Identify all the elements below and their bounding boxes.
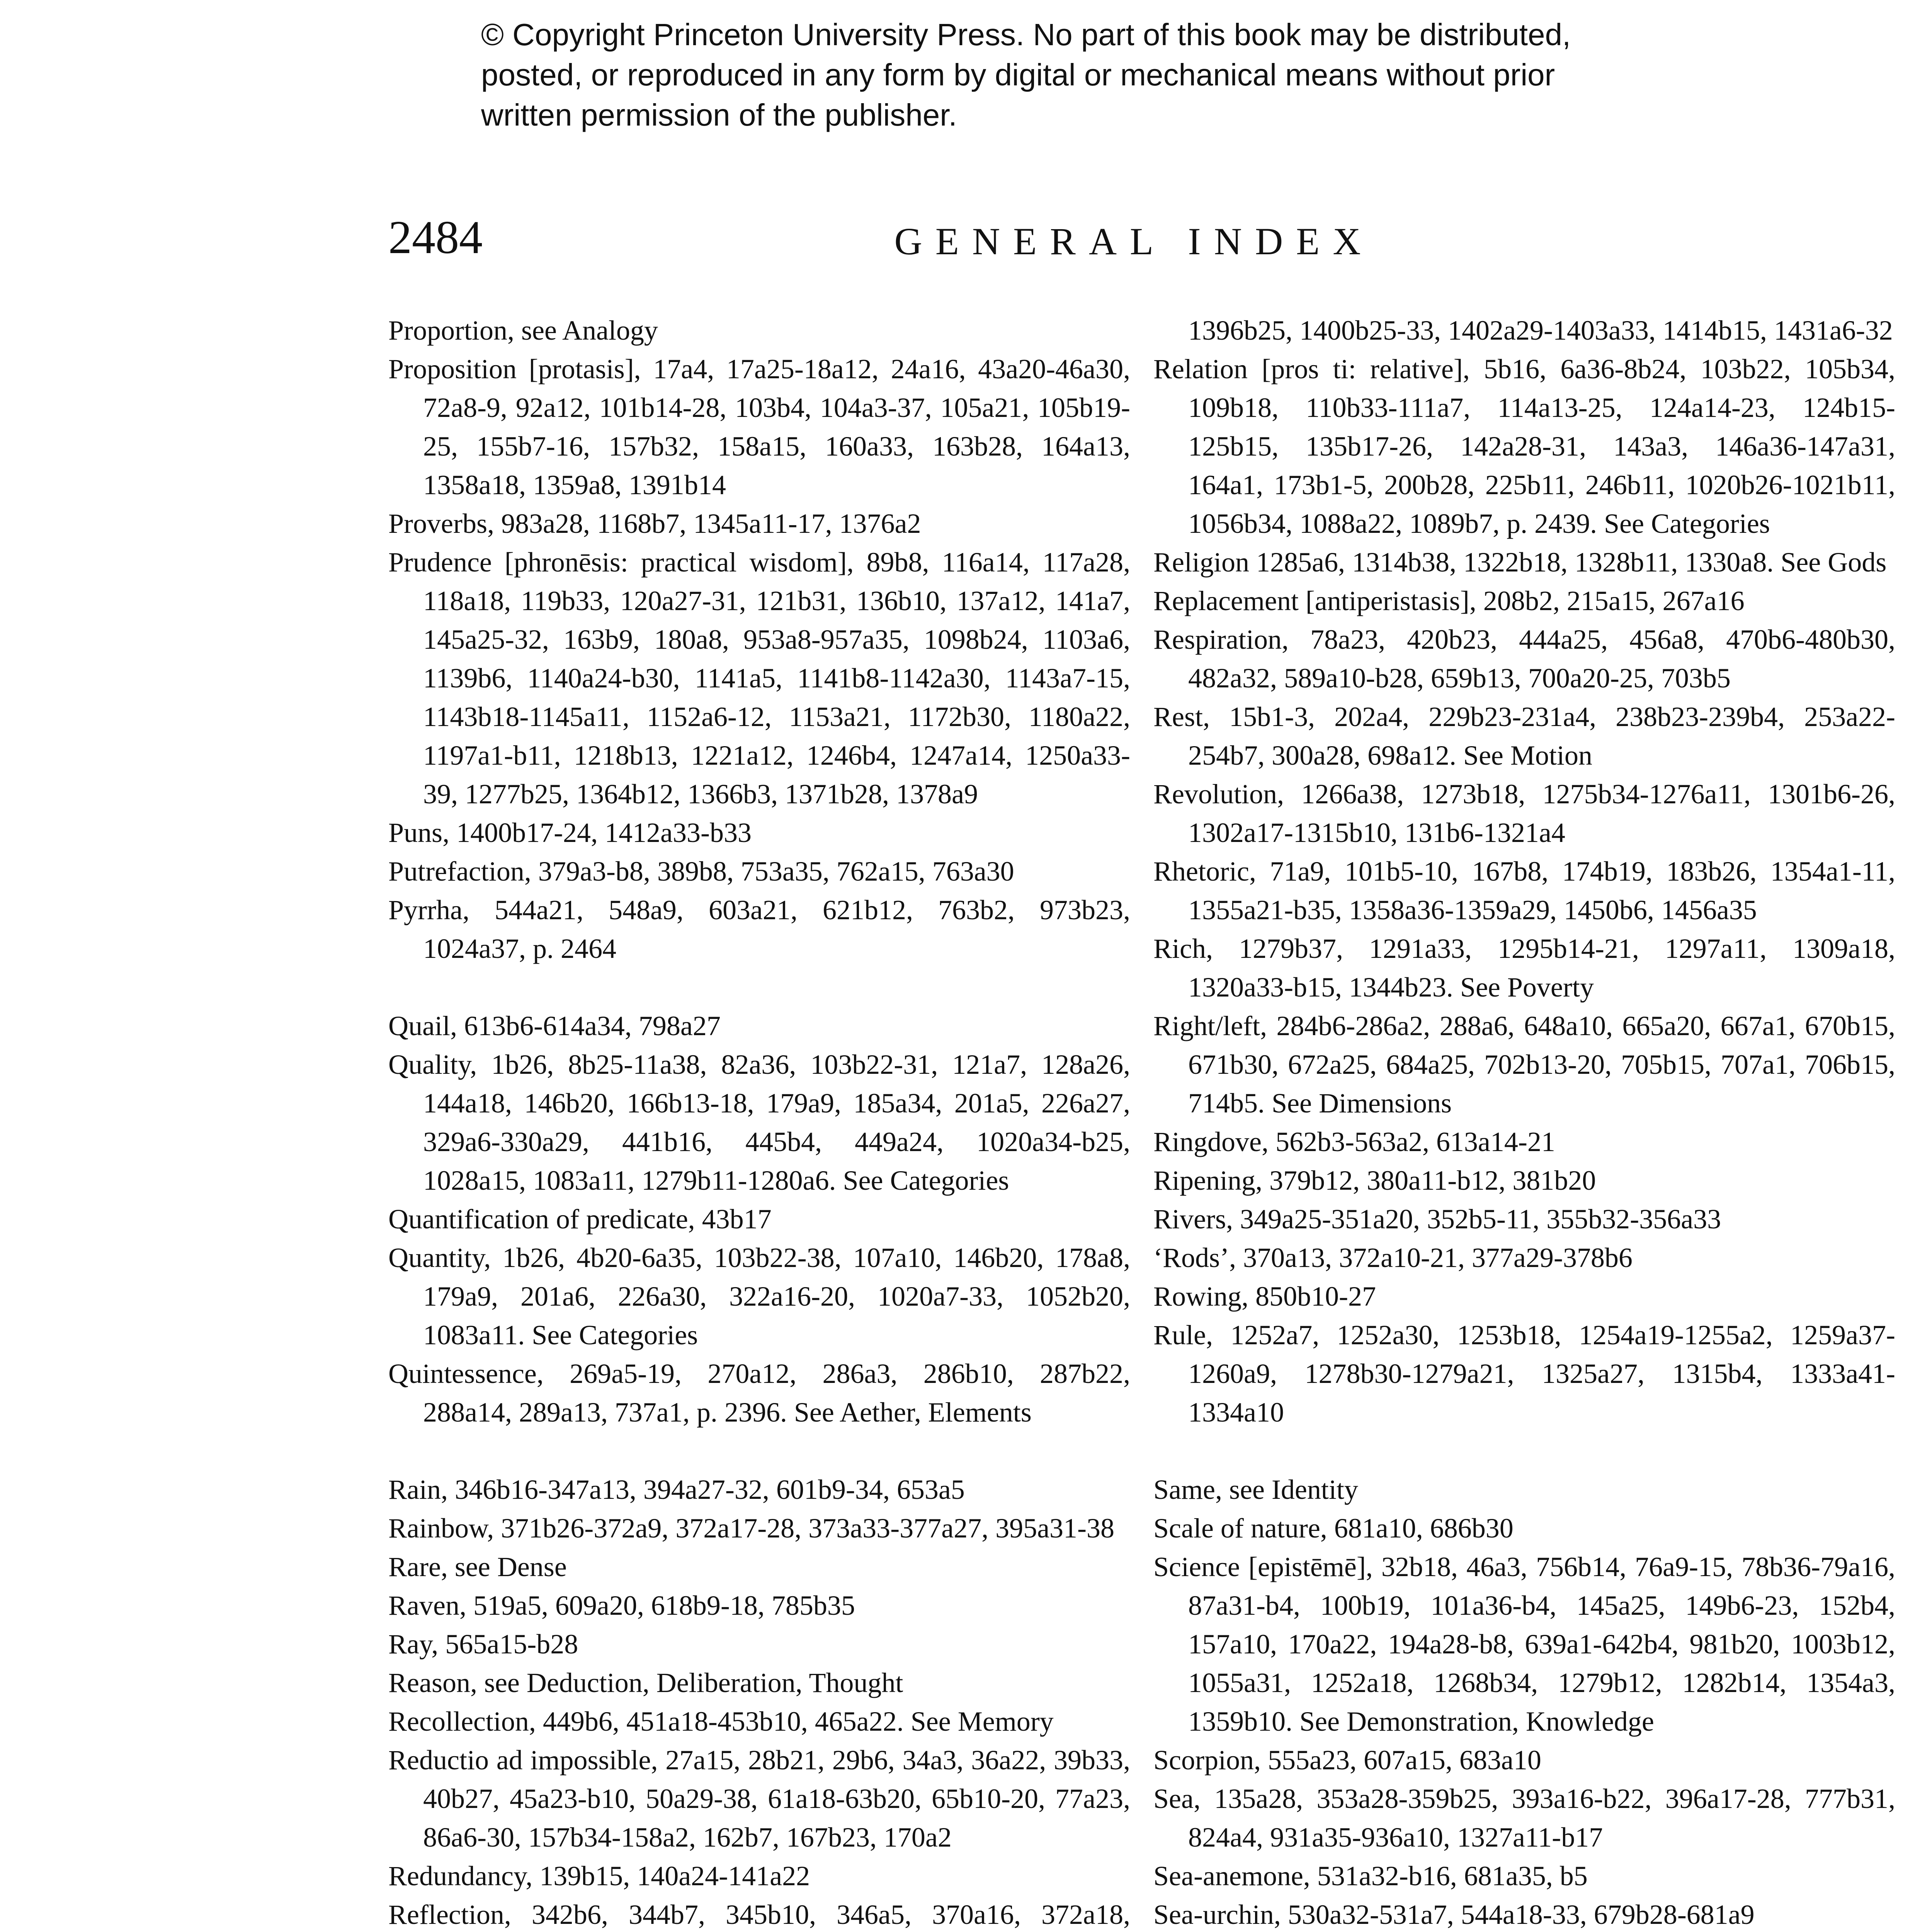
index-entry: Quantification of predicate, 43b17 [388, 1204, 772, 1235]
index-entry: Rare, see Dense [388, 1551, 567, 1582]
index-entry: Rain, 346b16-347a13, 394a27-32, 601b9-34, 653a5 [388, 1474, 965, 1505]
index-entry: Rhetoric, 71a9, 101b5-10, 167b8, 174b19, 183b26, 1354a1-11, 1355a21-b35, 1358a36-1359a29, 1450b6, 1456a35 [1153, 856, 1895, 925]
index-entry: Ringdove, 562b3-563a2, 613a14-21 [1153, 1126, 1555, 1157]
page-header [388, 209, 1880, 274]
index-entry: Ripening, 379b12, 380a11-b12, 381b20 [1153, 1165, 1596, 1196]
index-entry: Putrefaction, 379a3-b8, 389b8, 753a35, 762a15, 763a30 [388, 856, 1014, 887]
index-entry: Rowing, 850b10-27 [1153, 1281, 1376, 1312]
copyright-notice: © Copyright Princeton University Press. No part of this book may be distributed, posted, or reproduced in any form by digital or mechanical means without prior written permission of the publisher. [481, 17, 1571, 132]
index-entry: Right/left, 284b6-286a2, 288a6, 648a10, 665a20, 667a1, 670b15, 671b30, 672a25, 684a25, 702b13-20, 705b15, 707a1, 706b15, 714b5. See Dimensions [1153, 1010, 1895, 1119]
index-entry: Proverbs, 983a28, 1168b7, 1345a11-17, 1376a2 [388, 508, 921, 539]
index-entry: Respiration, 78a23, 420b23, 444a25, 456a8, 470b6-480b30, 482a32, 589a10-b28, 659b13, 700a20-25, 703b5 [1153, 624, 1895, 694]
index-entry: Rest, 15b1-3, 202a4, 229b23-231a4, 238b23-239b4, 253a22-254b7, 300a28, 698a12. See Motion [1153, 701, 1895, 771]
index-entry: Same, see Identity [1153, 1474, 1358, 1505]
index-entry: Reductio ad impossible, 27a15, 28b21, 29b6, 34a3, 36a22, 39b33, 40b27, 45a23-b10, 50a29-38, 61a18-63b20, 65b10-20, 77a23, 86a6-30, 157b34-158a2, 162b7, 167b23, 170a2 [388, 1745, 1130, 1853]
index-entry: Sea, 135a28, 353a28-359b25, 393a16-b22, 396a17-28, 777b31, 824a4, 931a35-936a10, 1327a11-b17 [1153, 1783, 1895, 1853]
index-entry: Relation [pros ti: relative], 5b16, 6a36-8b24, 103b22, 105b34, 109b18, 110b33-111a7, 114a13-25, 124a14-23, 124b15-125b15, 135b17-26, 142a28-31, 143a3, 146a36-147a31, 164a1, 173b1-5, 200b28, 225b11, 246b11, 1020b26-1021b11, 1056b34, 1088a22, 1089b7, p. 2439. See Categories [1153, 354, 1895, 539]
index-entry: Raven, 519a5, 609a20, 618b9-18, 785b35 [388, 1590, 855, 1621]
index-entry: Pyrrha, 544a21, 548a9, 603a21, 621b12, 763b2, 973b23, 1024a37, p. 2464 [388, 895, 1130, 964]
page-number: 2484 [388, 211, 483, 264]
index-entry: Prudence [phronēsis: practical wisdom], 89b8, 116a14, 117a28, 118a18, 119b33, 120a27-31, 121b31, 136b10, 137a12, 141a7, 145a25-32, 163b9, 180a8, 953a8-957a35, 1098b24, 1103a6, 1139b6, 1140a24-b30, 1141a5, 1141b8-1142a30, 1143a7-15, 1143b18-1145a11, 1152a6-12, 1153a21, 1172b30, 1180a22, 1197a1-b11, 1218b13, 1221a12, 1246b4, 1247a14, 1250a33-39, 1277b25, 1364b12, 1366b3, 1371b28, 1378a9 [388, 547, 1130, 810]
index-entry: Ray, 565a15-b28 [388, 1629, 578, 1660]
running-title: GENERAL INDEX [894, 220, 1374, 263]
index-entry: Proposition [protasis], 17a4, 17a25-18a12, 24a16, 43a20-46a30, 72a8-9, 92a12, 101b14-28, 103b4, 104a3-37, 105a21, 105b19-25, 155b7-16, 157b32, 158a15, 160a33, 163b28, 164a13, 1358a18, 1359a8, 1391b14 [388, 354, 1130, 500]
index-entry: Replacement [antiperistasis], 208b2, 215a15, 267a16 [1153, 585, 1745, 616]
index-entry-continuation: 1396b25, 1400b25-33, 1402a29-1403a33, 1414b15, 1431a6-32 [1188, 315, 1893, 346]
index-entry: Scorpion, 555a23, 607a15, 683a10 [1153, 1745, 1541, 1776]
index-entry: Quality, 1b26, 8b25-11a38, 82a36, 103b22-31, 121a7, 128a26, 144a18, 146b20, 166b13-18, 179a9, 185a34, 201a5, 226a27, 329a6-330a29, 441b16, 445b4, 449a24, 1020a34-b25, 1028a15, 1083a11, 1279b11-1280a6. See Categories [388, 1049, 1130, 1196]
index-entry: Religion 1285a6, 1314b38, 1322b18, 1328b11, 1330a8. See Gods [1153, 547, 1887, 578]
index-entry: Quintessence, 269a5-19, 270a12, 286a3, 286b10, 287b22, 288a14, 289a13, 737a1, p. 2396. See Aether, Elements [388, 1358, 1130, 1428]
index-column-right [1153, 311, 1895, 1932]
index-entry: Sea-anemone, 531a32-b16, 681a35, b5 [1153, 1861, 1588, 1891]
index-entry: Quantity, 1b26, 4b20-6a35, 103b22-38, 107a10, 146b20, 178a8, 179a9, 201a6, 226a30, 322a16-20, 1020a7-33, 1052b20, 1083a11. See Categories [388, 1242, 1130, 1350]
index-entry: Redundancy, 139b15, 140a24-141a22 [388, 1861, 810, 1891]
index-entry: Rainbow, 371b26-372a9, 372a17-28, 373a33-377a27, 395a31-38 [388, 1513, 1114, 1544]
index-entry: Recollection, 449b6, 451a18-453b10, 465a22. See Memory [388, 1706, 1054, 1737]
index-entry: Proportion, see Analogy [388, 315, 658, 346]
index-entry: Scale of nature, 681a10, 686b30 [1153, 1513, 1514, 1544]
index-entry: Sea-urchin, 530a32-531a7, 544a18-33, 679b28-681a9 [1153, 1899, 1755, 1930]
index-entry: Revolution, 1266a38, 1273b18, 1275b34-1276a11, 1301b6-26, 1302a17-1315b10, 131b6-1321a4 [1153, 779, 1895, 848]
index-entry: Rich, 1279b37, 1291a33, 1295b14-21, 1297a11, 1309a18, 1320a33-b15, 1344b23. See Poverty [1153, 933, 1895, 1003]
index-entry: Quail, 613b6-614a34, 798a27 [388, 1010, 721, 1041]
index-column-left [388, 311, 1130, 1932]
index-entry: ‘Rods’, 370a13, 372a10-21, 377a29-378b6 [1153, 1242, 1633, 1273]
index-entry: Puns, 1400b17-24, 1412a33-b33 [388, 817, 752, 848]
index-entry: Reflection, 342b6, 344b7, 345b10, 346a5, 370a16, 372a18, [388, 1899, 1130, 1930]
index-entry: Rule, 1252a7, 1252a30, 1253b18, 1254a19-1255a2, 1259a37-1260a9, 1278b30-1279a21, 1325a27, 1315b4, 1333a41-1334a10 [1153, 1320, 1895, 1428]
index-entry: Science [epistēmē], 32b18, 46a3, 756b14, 76a9-15, 78b36-79a16, 87a31-b4, 100b19, 101a36-b4, 145a25, 149b6-23, 152b4, 157a10, 170a22, 194a28-b8, 639a1-642b4, 981b20, 1003b12, 1055a31, 1252a18, 1268b34, 1279b12, 1282b14, 1354a3, 1359b10. See Demonstration, Knowledge [1153, 1551, 1895, 1737]
index-entry: Reason, see Deduction, Deliberation, Thought [388, 1667, 903, 1698]
index-entry: Rivers, 349a25-351a20, 352b5-11, 355b32-356a33 [1153, 1204, 1721, 1235]
